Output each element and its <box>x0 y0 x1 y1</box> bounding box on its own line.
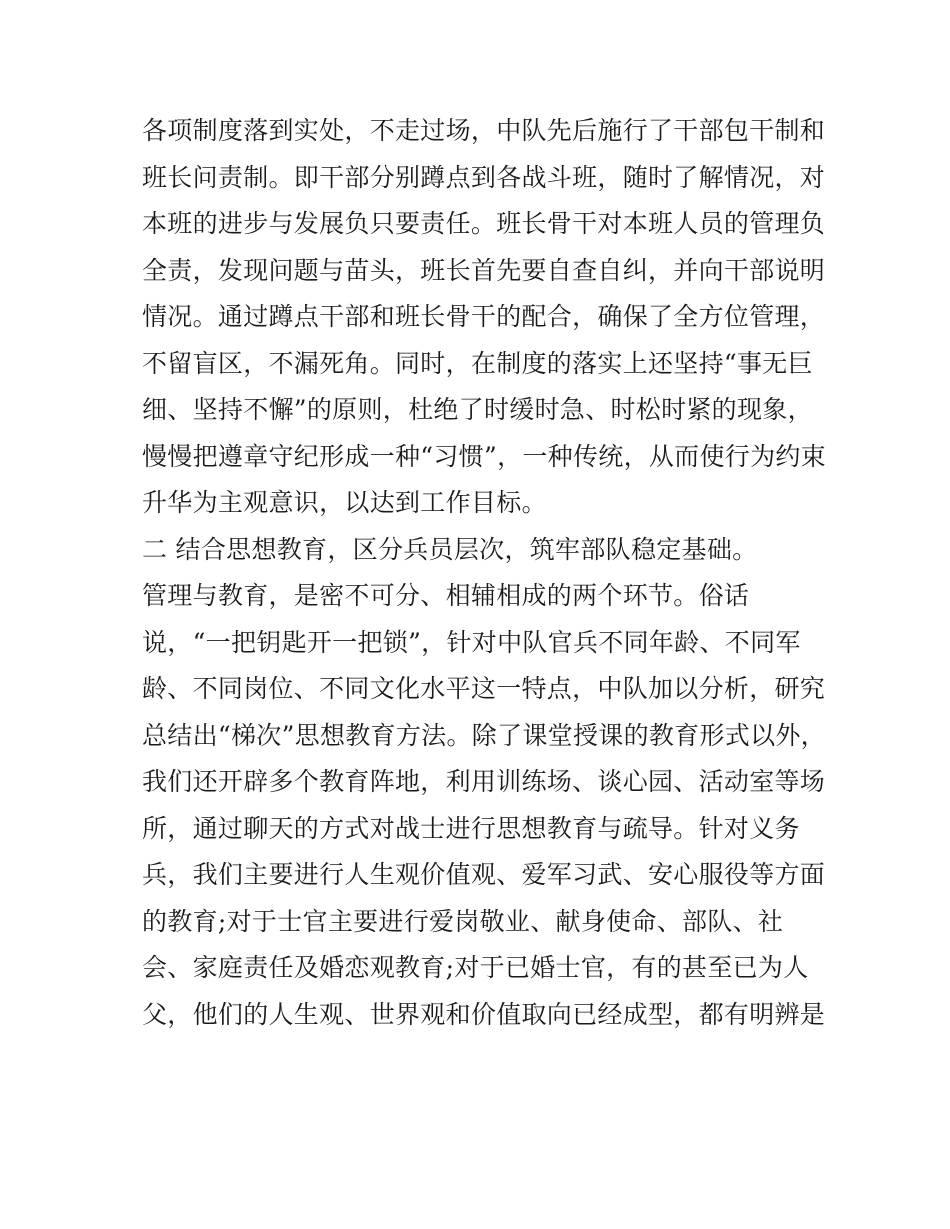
text-line: 兵，我们主要进行人生观价值观、爱军习武、安心服役等方面 <box>142 860 826 889</box>
text-line: 我们还开辟多个教育阵地，利用训练场、谈心园、活动室等场 <box>142 767 826 796</box>
text-line: 本班的进步与发展负只要责任。班长骨干对本班人员的管理负 <box>142 209 826 238</box>
text-line: 慢慢把遵章守纪形成一种“习惯”，一种传统，从而使行为约束 <box>142 441 826 471</box>
text-line: 情况。通过蹲点干部和班长骨干的配合，确保了全方位管理， <box>142 302 826 331</box>
text-line: 龄、不同岗位、不同文化水平这一特点，中队加以分析，研究 <box>142 674 826 703</box>
text-line: 不留盲区，不漏死角。同时，在制度的落实上还坚持“事无巨 <box>142 348 813 378</box>
text-line: 会、家庭责任及婚恋观教育;对于已婚士官，有的甚至已为人 <box>142 953 809 982</box>
text-line: 各项制度落到实处，不走过场，中队先后施行了干部包干制和 <box>142 116 826 145</box>
text-line: 升华为主观意识，以达到工作目标。 <box>142 488 547 517</box>
text-line: 管理与教育，是密不可分、相辅相成的两个环节。俗话 <box>142 581 750 610</box>
section-heading: 二 结合思想教育，区分兵员层次，筑牢部队稳定基础。 <box>142 534 758 564</box>
body-text <box>142 108 826 1038</box>
text-line: 全责，发现问题与苗头，班长首先要自查自纠，并向干部说明 <box>142 255 826 285</box>
text-line: 的教育;对于士官主要进行爱岗敬业、献身使命、部队、社 <box>142 906 784 936</box>
text-line: 总结出“梯次”思想教育方法。除了课堂授课的教育形式以外， <box>142 720 826 750</box>
text-line: 细、坚持不懈”的原则，杜绝了时缓时急、时松时紧的现象， <box>142 395 813 424</box>
text-line: 父，他们的人生观、世界观和价值取向已经成型，都有明辨是 <box>142 999 826 1029</box>
text-line: 所，通过聊天的方式对战士进行思想教育与疏导。针对义务 <box>142 813 800 843</box>
text-line: 班长问责制。即干部分别蹲点到各战斗班，随时了解情况，对 <box>142 162 826 192</box>
text-line: 说，“一把钥匙开一把锁”，针对中队官兵不同年龄、不同军 <box>142 627 801 657</box>
